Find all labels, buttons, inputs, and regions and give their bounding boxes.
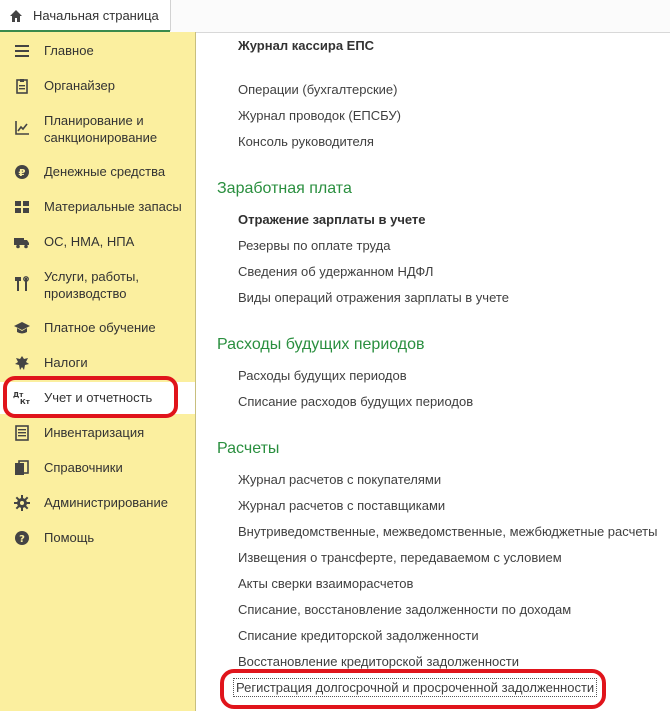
- sidebar-item-materials[interactable]: [0, 196, 195, 218]
- sidebar-item-planning[interactable]: [0, 110, 195, 148]
- tab-home[interactable]: [0, 0, 171, 31]
- inventory-icon: [14, 425, 30, 441]
- link-income-debt-writeoff[interactable]: Списание, восстановление задолженности по доходам: [238, 602, 572, 617]
- link-debt-registration[interactable]: Регистрация долгосрочной и просроченной задолженности: [233, 678, 597, 697]
- sidebar: [0, 32, 196, 711]
- menu-lines-icon: [14, 43, 30, 59]
- tab-home-label: Начальная страница: [33, 8, 159, 23]
- link-transfer-notices[interactable]: Извещения о трансферте, передаваемом с условием: [238, 550, 562, 565]
- sidebar-item-label: Материальные запасы: [44, 199, 182, 214]
- section-title-deferred: Расходы будущих периодов: [217, 336, 425, 353]
- link-customer-settlements[interactable]: Журнал расчетов с покупателями: [238, 472, 442, 487]
- sidebar-item-services[interactable]: [0, 266, 195, 304]
- ruble-coin-icon: [14, 164, 30, 180]
- graduation-cap-icon: [14, 320, 30, 336]
- clipped-link[interactable]: Журнал кассира ЕПС: [238, 38, 375, 53]
- highlight-annotation-sidebar: [3, 376, 178, 418]
- sidebar-item-label: Справочники: [44, 460, 123, 475]
- sidebar-item-label: Налоги: [44, 355, 88, 370]
- sidebar-item-help[interactable]: [0, 527, 195, 549]
- sidebar-item-references[interactable]: [0, 457, 195, 479]
- svg-text:Дт: Дт: [13, 391, 24, 399]
- link-reconciliation-acts[interactable]: Акты сверки взаиморасчетов: [238, 576, 414, 591]
- highlight-annotation-link: [220, 669, 606, 709]
- link-manager-console[interactable]: Консоль руководителя: [238, 134, 374, 149]
- sidebar-item-admin[interactable]: [0, 492, 195, 514]
- sidebar-item-cash[interactable]: [0, 161, 195, 183]
- link-ndfl-info[interactable]: Сведения об удержанном НДФЛ: [238, 264, 434, 279]
- sidebar-item-label: Главное: [44, 43, 94, 58]
- link-journal-entries[interactable]: Журнал проводок (ЕПСБУ): [238, 108, 401, 123]
- link-payables-restore[interactable]: Восстановление кредиторской задолженности: [238, 654, 520, 669]
- sidebar-item-taxes[interactable]: [0, 352, 195, 374]
- emblem-icon: [14, 355, 30, 371]
- sidebar-item-fixed-assets[interactable]: [0, 231, 195, 253]
- link-salary-operation-types[interactable]: Виды операций отражения зарплаты в учете: [238, 290, 509, 305]
- tools-icon: [14, 276, 30, 292]
- sidebar-item-label: Планирование и санкционирование: [44, 113, 158, 145]
- link-labor-reserves[interactable]: Резервы по оплате труда: [238, 238, 391, 253]
- link-deferred-expenses[interactable]: Расходы будущих периодов: [238, 368, 407, 383]
- link-operations[interactable]: Операции (бухгалтерские): [238, 82, 398, 97]
- help-icon: [14, 530, 30, 546]
- main-content: [196, 32, 670, 711]
- sidebar-item-label: Платное обучение: [44, 320, 156, 335]
- sidebar-item-inventory[interactable]: [0, 422, 195, 444]
- sidebar-item-label: Помощь: [44, 530, 95, 545]
- books-icon: [14, 460, 30, 476]
- sidebar-item-organizer[interactable]: [0, 75, 195, 97]
- section-title-settlements: Расчеты: [217, 440, 280, 457]
- sidebar-item-main[interactable]: [0, 40, 195, 62]
- svg-text:₽: ₽: [18, 168, 26, 179]
- sidebar-item-label: Денежные средства: [44, 164, 166, 179]
- sidebar-item-label: Инвентаризация: [44, 425, 145, 440]
- gear-icon: [14, 495, 30, 511]
- grid-icon: [14, 199, 30, 215]
- home-icon: [9, 9, 23, 23]
- truck-icon: [14, 234, 30, 250]
- sidebar-item-label: Услуги, работы, производство: [44, 269, 139, 301]
- svg-text:Кт: Кт: [20, 398, 30, 406]
- link-payables-writeoff[interactable]: Списание кредиторской задолженности: [238, 628, 479, 643]
- link-salary-reflection[interactable]: Отражение зарплаты в учете: [238, 212, 426, 227]
- sidebar-item-label: Учет и отчетность: [44, 390, 153, 405]
- svg-text:?: ?: [19, 534, 25, 545]
- link-interagency-settlements[interactable]: Внутриведомственные, межведомственные, межбюджетные расчеты: [238, 524, 658, 539]
- chart-icon: [14, 120, 30, 136]
- link-deferred-writeoff[interactable]: Списание расходов будущих периодов: [238, 394, 474, 409]
- sidebar-item-label: ОС, НМА, НПА: [44, 234, 135, 249]
- sidebar-item-paid-education[interactable]: [0, 317, 195, 339]
- link-supplier-settlements[interactable]: Журнал расчетов с поставщиками: [238, 498, 446, 513]
- tab-bar: [0, 0, 670, 33]
- sidebar-item-label: Администрирование: [44, 495, 168, 510]
- sidebar-item-label: Органайзер: [44, 78, 115, 93]
- section-title-salary: Заработная плата: [217, 180, 352, 197]
- clipboard-icon: [14, 78, 30, 94]
